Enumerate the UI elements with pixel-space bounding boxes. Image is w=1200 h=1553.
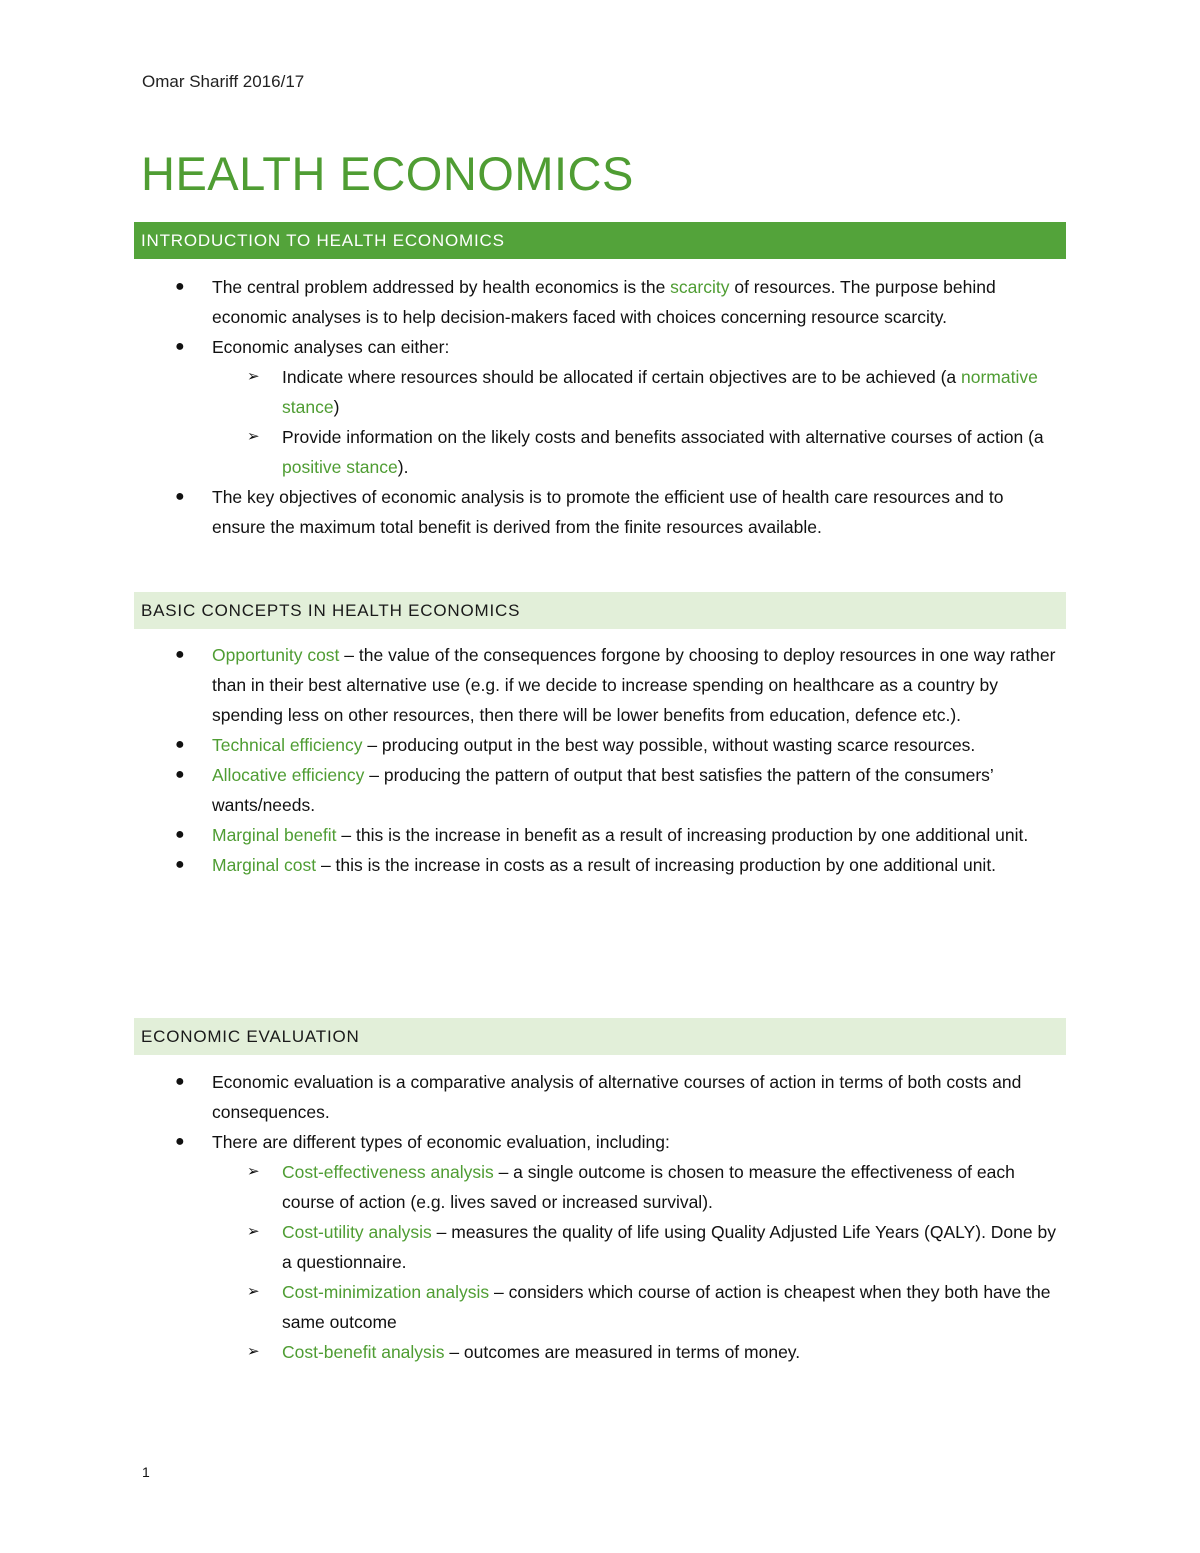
list-item: ● The key objectives of economic analysis is to promote the efficient use of health care resources and to ensure the maximum total benefit is derived from the finite resources available. bbox=[0, 482, 1200, 542]
sub-list-item: ➢ Cost-benefit analysis – outcomes are measured in terms of money. bbox=[0, 1337, 1200, 1367]
basic-concepts-list bbox=[0, 640, 1200, 880]
arrowhead-bullet-icon: ➢ bbox=[247, 1283, 260, 1300]
arrowhead-bullet-icon: ➢ bbox=[247, 1223, 260, 1240]
list-item: ● Marginal cost – this is the increase in costs as a result of increasing production by one additional unit. bbox=[0, 850, 1200, 880]
section-heading-economic-evaluation: ECONOMIC EVALUATION bbox=[134, 1018, 1066, 1055]
bullet-dot-icon: ● bbox=[175, 646, 185, 663]
list-item: ● There are different types of economic evaluation, including: bbox=[0, 1127, 1200, 1157]
arrowhead-bullet-icon: ➢ bbox=[247, 428, 260, 445]
list-item: ● Opportunity cost – the value of the consequences forgone by choosing to deploy resources in one way rather than in their best alternative use (e.g. if we decide to increase spending on healthcare as a country by spending less on other resources, then there will be lower benefits from education, defence etc.). bbox=[0, 640, 1200, 730]
list-item: ● Technical efficiency – producing output in the best way possible, without wasting scarce resources. bbox=[0, 730, 1200, 760]
key-term: Opportunity cost bbox=[212, 645, 340, 665]
list-item: ● Allocative efficiency – producing the pattern of output that best satisfies the pattern of the consumers’ wants/needs. bbox=[0, 760, 1200, 820]
bullet-dot-icon: ● bbox=[175, 278, 185, 295]
bullet-dot-icon: ● bbox=[175, 1133, 185, 1150]
page-number: 1 bbox=[142, 1464, 150, 1480]
arrowhead-bullet-icon: ➢ bbox=[247, 1163, 260, 1180]
list-item: ● The central problem addressed by health economics is the scarcity of resources. The purpose behind economic analyses is to help decision-makers faced with choices concerning resource scarcity. bbox=[0, 272, 1200, 332]
section-heading-basic-concepts: BASIC CONCEPTS IN HEALTH ECONOMICS bbox=[134, 592, 1066, 629]
economic-evaluation-list bbox=[0, 1067, 1200, 1367]
sub-list-item: ➢ Cost-effectiveness analysis – a single outcome is chosen to measure the effectiveness of each course of action (e.g. lives saved or increased survival). bbox=[0, 1157, 1200, 1217]
list-item: ● Marginal benefit – this is the increase in benefit as a result of increasing production by one additional unit. bbox=[0, 820, 1200, 850]
bullet-dot-icon: ● bbox=[175, 338, 185, 355]
key-term: Cost-effectiveness analysis bbox=[282, 1162, 494, 1182]
arrowhead-bullet-icon: ➢ bbox=[247, 368, 260, 385]
page-header: Omar Shariff 2016/17 bbox=[142, 72, 305, 91]
key-term: Cost-benefit analysis bbox=[282, 1342, 445, 1362]
key-term: Technical efficiency bbox=[212, 735, 363, 755]
introduction-list bbox=[0, 272, 1200, 542]
sub-list-item: ➢ Cost-utility analysis – measures the quality of life using Quality Adjusted Life Years (QALY). Done by a questionnaire. bbox=[0, 1217, 1200, 1277]
sub-list-item: ➢ Provide information on the likely costs and benefits associated with alternative courses of action (a positive stance). bbox=[0, 422, 1200, 482]
bullet-dot-icon: ● bbox=[175, 826, 185, 843]
document-title: HEALTH ECONOMICS bbox=[141, 147, 634, 200]
sub-list-item: ➢ Indicate where resources should be allocated if certain objectives are to be achieved (a normative stance) bbox=[0, 362, 1200, 422]
bullet-dot-icon: ● bbox=[175, 736, 185, 753]
sub-list-item: ➢ Cost-minimization analysis – considers which course of action is cheapest when they both have the same outcome bbox=[0, 1277, 1200, 1337]
key-term: scarcity bbox=[670, 277, 730, 297]
key-term: positive stance bbox=[282, 457, 398, 477]
key-term: Cost-utility analysis bbox=[282, 1222, 432, 1242]
key-term: Marginal cost bbox=[212, 855, 317, 875]
section-heading-introduction: INTRODUCTION TO HEALTH ECONOMICS bbox=[134, 222, 1066, 259]
arrowhead-bullet-icon: ➢ bbox=[247, 1343, 260, 1360]
bullet-dot-icon: ● bbox=[175, 766, 185, 783]
key-term: normative stance bbox=[282, 367, 1038, 417]
list-item: ● Economic analyses can either: bbox=[0, 332, 1200, 362]
bullet-dot-icon: ● bbox=[175, 488, 185, 505]
key-term: Cost-minimization analysis bbox=[282, 1282, 490, 1302]
bullet-dot-icon: ● bbox=[175, 1073, 185, 1090]
key-term: Allocative efficiency bbox=[212, 765, 365, 785]
bullet-dot-icon: ● bbox=[175, 856, 185, 873]
list-item: ● Economic evaluation is a comparative analysis of alternative courses of action in terms of both costs and consequences. bbox=[0, 1067, 1200, 1127]
key-term: Marginal benefit bbox=[212, 825, 337, 845]
